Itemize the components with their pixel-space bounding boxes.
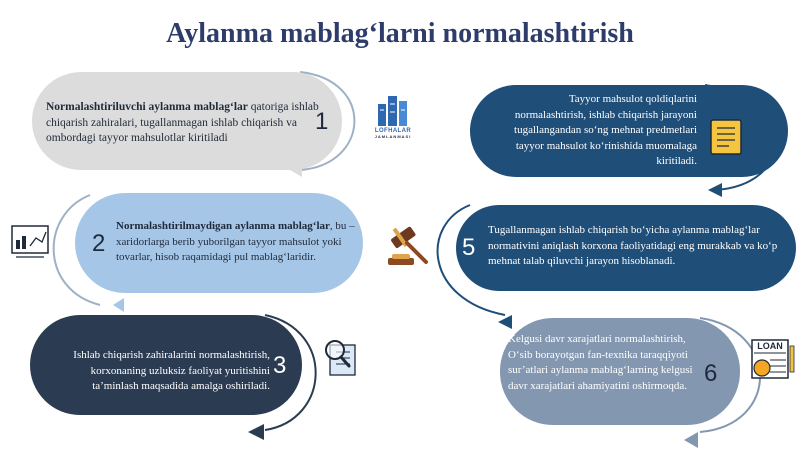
step-6-number: 6 <box>704 360 718 387</box>
step-1-bold: Normalashtiriluvchi aylanma mablag‘lar <box>46 101 248 113</box>
logo-line2: JAMLANMASI <box>374 134 412 139</box>
connector-arrow-6 <box>684 432 698 448</box>
logo-label <box>366 128 420 139</box>
step-2-bold: Normalashtirilmaydigan aylanma mablag‘lar <box>116 220 330 232</box>
step-1-text <box>46 100 328 147</box>
gavel-icon <box>388 226 426 265</box>
buildings-logo-icon <box>378 96 407 126</box>
step-3-text: Ishlab chiqarish zahiralarini normalashtirish, korxonaning uzluksiz faoliyat yuritishini ta’minlash maqsadida amalga oshiriladi. <box>73 349 270 392</box>
step-4-text: Tayyor mahsulot qoldiqlarini normalashtirish, ishlab chiqarish jarayoni tugallangandan so‘ng mehnat predmetlari tayyor mahsulot ko‘rinishida muomalaga kiritiladi. <box>514 93 697 167</box>
page-title: Aylanma mablag‘larni normalashtirish <box>166 18 634 49</box>
step-1-number: 1 <box>315 108 329 135</box>
step-2-body: , bu – xaridorlarga berib yuborilgan tayyor mahsulot yoki tovarlar, hisob raqamidagi pul mablag‘laridir. <box>116 220 355 263</box>
step-5-text: Tugallanmagan ishlab chiqarish bo‘yicha aylanma mablag‘lar normativini aniqlash korxona faoliyatidagi eng murakkab va ko‘p mehnat talab qiluvchi jarayon hisoblanadi. <box>488 224 778 267</box>
loan-label: LOAN <box>757 341 783 351</box>
step-2-number: 2 <box>92 230 106 257</box>
step-3-number: 3 <box>273 352 287 379</box>
step-6-text: Kelgusi davr xarajatlari normalashtirish, O‘sib borayotgan fan-texnika taraqqiyoti sur’atlari aylanma mablag‘larning kelgusi davr xarajatlari ahamiyatini oshirmoqda. <box>508 333 693 392</box>
step-5-number: 5 <box>462 234 476 261</box>
step-2-text <box>116 219 360 266</box>
connector-arrow-4 <box>708 183 722 197</box>
connector-arrow-5 <box>498 315 512 329</box>
logo-line1: LOFHALAR <box>374 128 412 134</box>
connector-arrow-2 <box>113 298 124 312</box>
presentation-chart-icon <box>12 226 48 257</box>
document-list-icon <box>711 120 741 154</box>
step-1-body: qatoriga ishlab chiqarish zahiralari, tugallanmagan ishlab chiqarish va ombordagi tayyor mahsulotlar kiritiladi <box>46 101 319 144</box>
connector-arrow-3 <box>248 424 264 440</box>
magnifier-document-icon <box>326 341 355 375</box>
